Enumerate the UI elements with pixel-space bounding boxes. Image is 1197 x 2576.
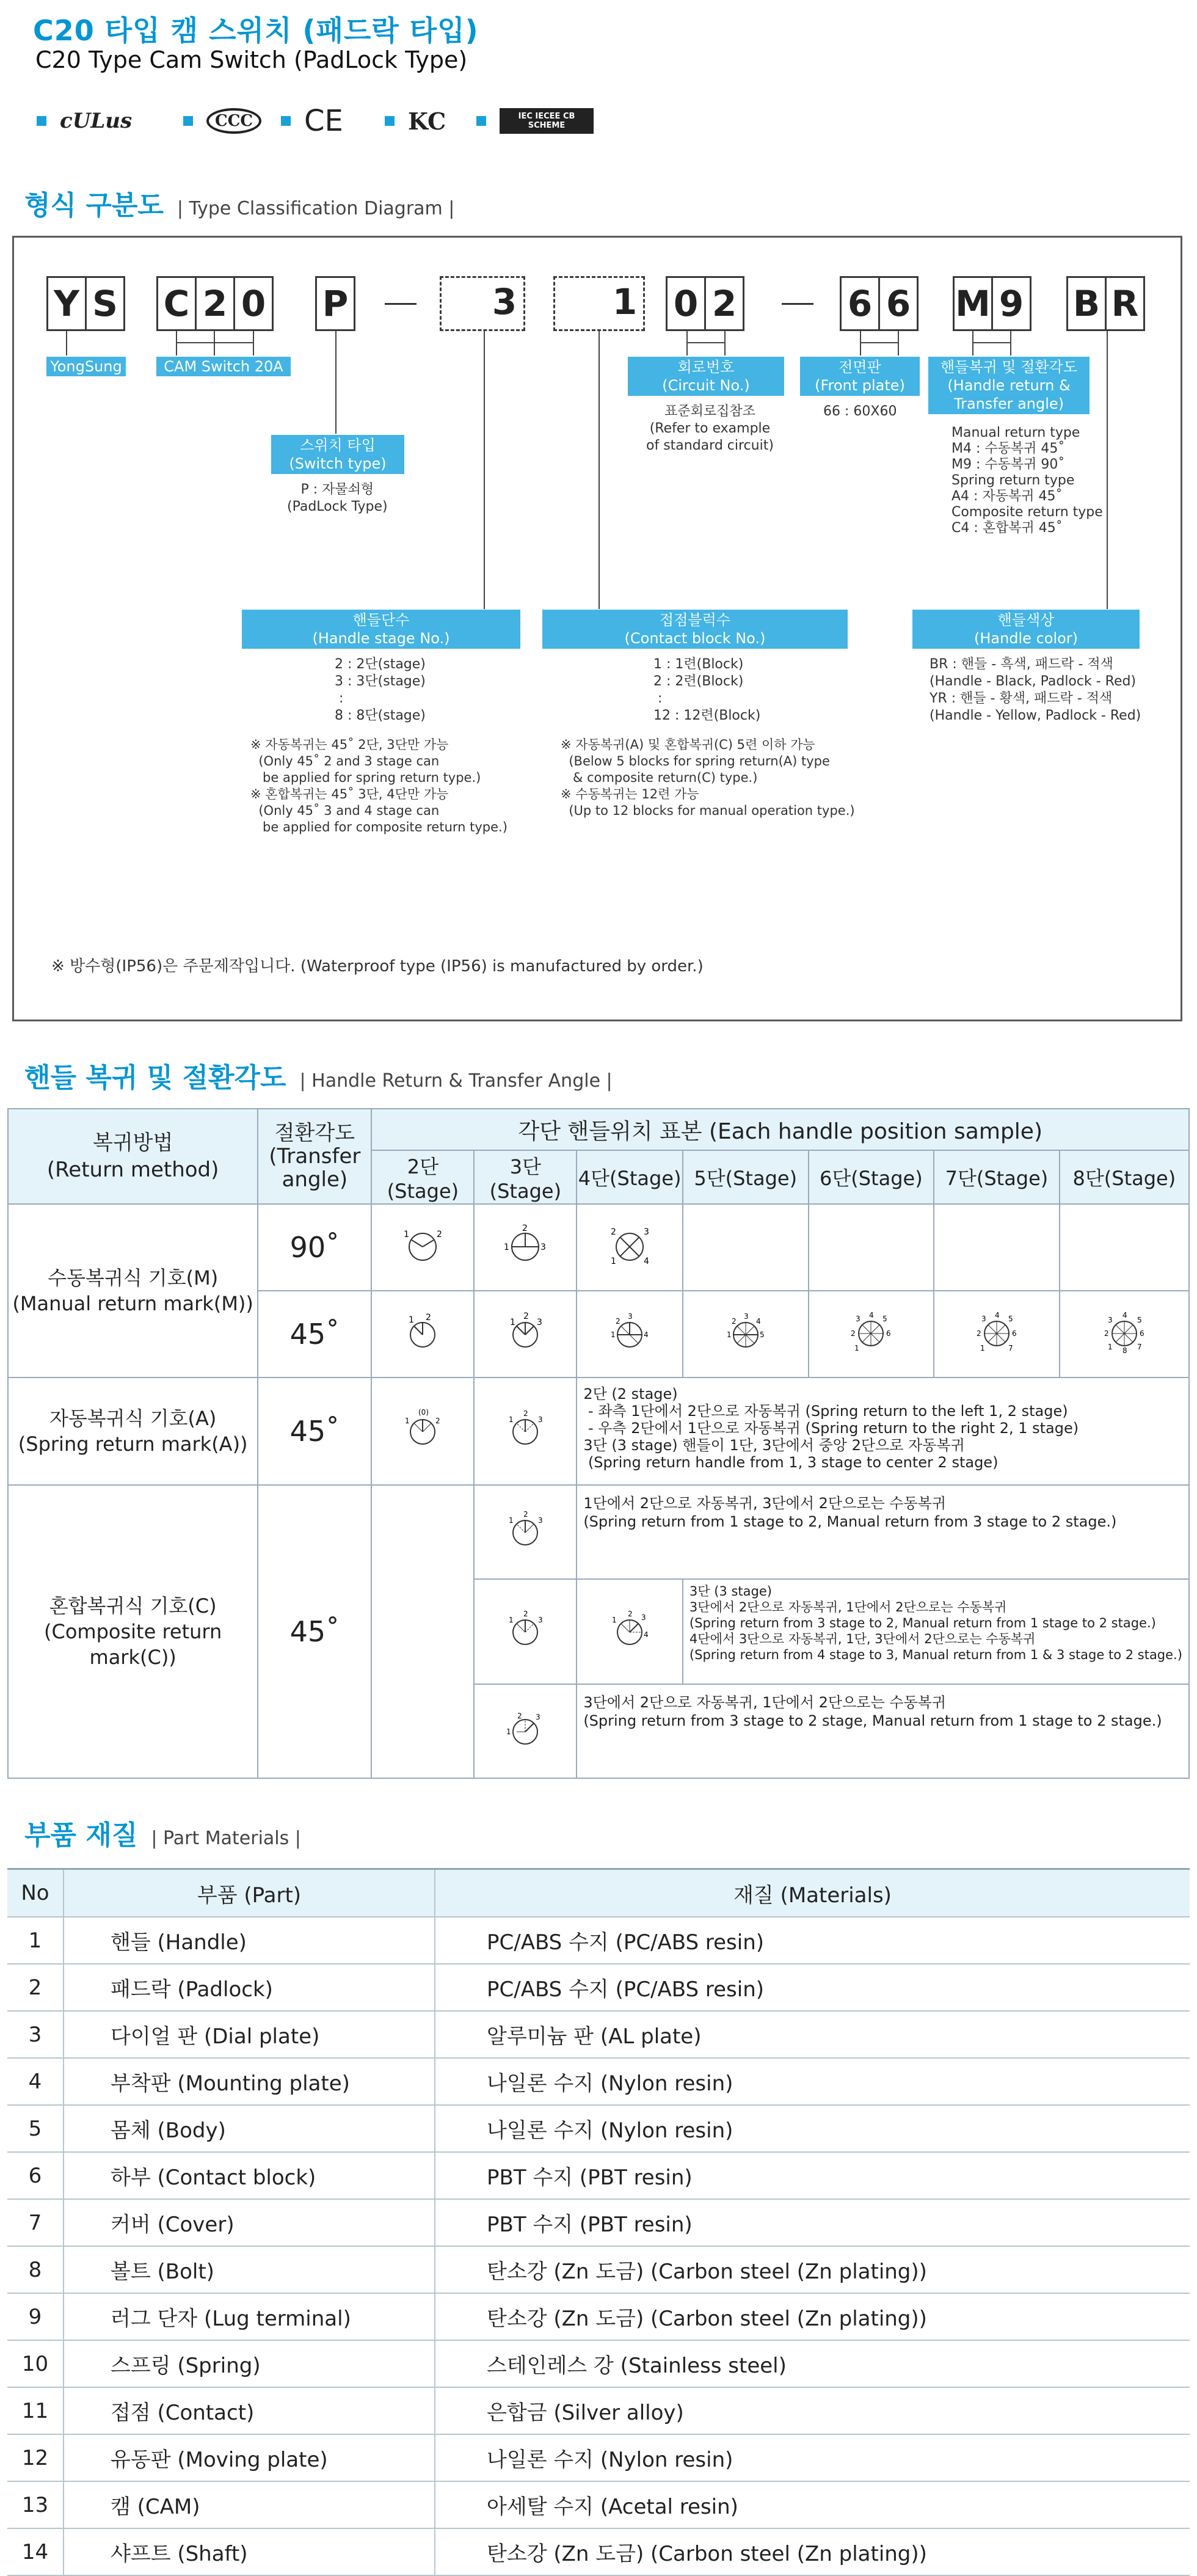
label-contact-block: 접점블럭수 (Contact block No.) xyxy=(542,610,848,649)
svg-text:7: 7 xyxy=(1008,1343,1013,1352)
cert-ul xyxy=(37,103,132,139)
table-row xyxy=(7,1917,1190,1964)
composite-return-label: 혼합복귀식 기호(C) (Composite return mark(C)) xyxy=(8,1485,258,1778)
row-material: 알루미늄 판 (AL plate) xyxy=(435,2011,1190,2058)
dial-icon xyxy=(504,1608,547,1651)
svg-text:1: 1 xyxy=(506,1727,511,1736)
code-char: 2 xyxy=(195,276,235,331)
connector-line xyxy=(484,331,485,609)
svg-text:6: 6 xyxy=(886,1329,891,1338)
svg-text:7: 7 xyxy=(1137,1342,1142,1351)
row-material: 탄소강 (Zn 도금) (Carbon steel (Zn plating)) xyxy=(435,2528,1190,2575)
svg-text:1: 1 xyxy=(509,1615,514,1624)
dial-cell xyxy=(474,1204,577,1291)
dial-icon xyxy=(724,1310,767,1353)
row-no: 12 xyxy=(7,2434,64,2481)
col-part: 부품 (Part) xyxy=(64,1869,435,1917)
table-row xyxy=(7,2340,1190,2387)
code-char: 2 xyxy=(704,276,744,331)
row-material: 아세탈 수지 (Acetal resin) xyxy=(435,2481,1190,2528)
row-material: 나일론 수지 (Nylon resin) xyxy=(435,2058,1190,2105)
dial-cell xyxy=(371,1204,474,1291)
page-title-en: C20 Type Cam Switch (PadLock Type) xyxy=(35,46,468,73)
col-materials: 재질 (Materials) xyxy=(435,1869,1190,1917)
svg-text:2: 2 xyxy=(523,1311,529,1321)
col-stage: 4단(Stage) xyxy=(577,1150,683,1204)
svg-text:3: 3 xyxy=(628,1312,633,1321)
code-char: Y xyxy=(46,276,87,331)
empty-cell xyxy=(683,1204,809,1291)
row-part: 유동판 (Moving plate) xyxy=(64,2434,435,2481)
svg-text:6: 6 xyxy=(1139,1329,1144,1338)
row-material: 나일론 수지 (Nylon resin) xyxy=(435,2434,1190,2481)
svg-text:2: 2 xyxy=(851,1329,856,1338)
dial-cell xyxy=(577,1204,683,1291)
cert-iec xyxy=(476,103,594,139)
svg-text:1: 1 xyxy=(611,1256,617,1266)
row-part: 커버 (Cover) xyxy=(64,2199,435,2246)
svg-text:1: 1 xyxy=(405,1416,410,1425)
row-material: 은합금 (Silver alloy) xyxy=(435,2387,1190,2434)
row-no: 1 xyxy=(7,1917,64,1964)
row-part: 몸체 (Body) xyxy=(64,2105,435,2152)
svg-text:2: 2 xyxy=(426,1312,432,1323)
dial-cell xyxy=(934,1291,1060,1377)
empty-cell xyxy=(809,1204,934,1291)
svg-text:2: 2 xyxy=(523,1509,528,1519)
cert-ce xyxy=(281,103,343,139)
code-separator xyxy=(782,303,813,305)
svg-text:1: 1 xyxy=(409,1315,415,1325)
cert-kc-logo: KC xyxy=(408,107,446,135)
row-material: PC/ABS 수지 (PC/ABS resin) xyxy=(435,1917,1190,1964)
connector-line xyxy=(972,342,1010,343)
composite-desc-cell xyxy=(683,1579,1189,1684)
cert-ce-logo: CE xyxy=(304,104,343,138)
angle-45: 45˚ xyxy=(258,1291,371,1377)
connector-line xyxy=(1010,331,1011,356)
handle-return-heading: 핸들 복귀 및 절환각도 | Handle Return & Transfer Angle | xyxy=(24,1062,613,1093)
waterproof-note: ※ 방수형(IP56)은 주문제작입니다. (Waterproof type (IP56) is manufactured by order.) xyxy=(51,957,704,976)
row-material: 탄소강 (Zn 도금) (Carbon steel (Zn plating)) xyxy=(435,2293,1190,2340)
code-separator xyxy=(385,303,417,305)
label-cam-switch: CAM Switch 20A xyxy=(156,357,291,376)
composite-desc-cell xyxy=(577,1485,1189,1579)
svg-text:2: 2 xyxy=(976,1329,981,1338)
table-row xyxy=(7,2152,1190,2199)
row-no: 7 xyxy=(7,2199,64,2246)
dial-cell xyxy=(1060,1291,1189,1377)
col-return-method: 복귀방법 (Return method) xyxy=(8,1109,258,1204)
svg-text:3: 3 xyxy=(641,1613,646,1622)
bullet-icon xyxy=(183,116,193,126)
label-switch-type: 스위치 타입 (Switch type) xyxy=(271,435,404,474)
svg-text:3: 3 xyxy=(537,1317,543,1327)
col-stage: 7단(Stage) xyxy=(934,1150,1060,1204)
svg-text:3: 3 xyxy=(981,1314,986,1323)
handle-color-desc: BR : 핸들 - 흑색, 패드락 - 적색 (Handle - Black, Padlock - Red) YR : 핸들 - 황색, 패드락 - 적색 (Handle - Yellow, Padlock - Red) xyxy=(930,657,1141,723)
dial-cell xyxy=(577,1291,683,1377)
code-char: C xyxy=(156,276,197,331)
row-no: 3 xyxy=(7,2011,64,2058)
contact-block-note: ※ 자동복귀(A) 및 혼합복귀(C) 5련 이하 가능 (Below 5 blocks for spring return(A) type & composite return(C) type.) ※ 수동복귀는 12련 가능 (Up to 12 blocks for manual operation type.) xyxy=(561,737,855,818)
row-part: 볼트 (Bolt) xyxy=(64,2246,435,2293)
dial-icon xyxy=(504,1508,547,1551)
svg-text:1: 1 xyxy=(980,1343,985,1352)
connector-line xyxy=(253,331,254,356)
row-material: PC/ABS 수지 (PC/ABS resin) xyxy=(435,1964,1190,2011)
svg-text:1: 1 xyxy=(504,1242,510,1252)
connector-line xyxy=(176,331,177,356)
row-material: 탄소강 (Zn 도금) (Carbon steel (Zn plating)) xyxy=(435,2246,1190,2293)
circuit-desc: 표준회로집참조 (Refer to example of standard circuit) xyxy=(646,404,774,453)
code-char: P xyxy=(315,276,355,331)
type-diagram-heading: 형식 구분도 | Type Classification Diagram | xyxy=(24,190,455,221)
cert-ccc xyxy=(183,103,261,139)
code-char: 0 xyxy=(666,276,706,331)
svg-text:5: 5 xyxy=(882,1314,887,1323)
connector-line xyxy=(598,331,600,609)
cert-iec-logo: IEC IECEE CB SCHEME xyxy=(500,108,594,134)
connector-line xyxy=(898,331,899,356)
dial-icon xyxy=(608,1310,651,1353)
dial-icon xyxy=(401,1407,444,1450)
svg-text:1: 1 xyxy=(611,1330,616,1339)
dial-icon xyxy=(608,1608,651,1651)
svg-text:5: 5 xyxy=(759,1330,765,1339)
row-material: 나일론 수지 (Nylon resin) xyxy=(435,2105,1190,2152)
svg-text:3: 3 xyxy=(743,1312,749,1321)
svg-text:3: 3 xyxy=(644,1227,650,1237)
connector-line xyxy=(214,331,215,356)
connector-line xyxy=(686,342,724,343)
label-handle-return: 핸들복귀 및 절환각도 (Handle return & Transfer angle) xyxy=(928,357,1090,414)
svg-text:2: 2 xyxy=(435,1416,441,1425)
code-char: 0 xyxy=(233,276,274,331)
col-stage: 8단(Stage) xyxy=(1060,1150,1189,1204)
handle-return-desc: Manual return type M4 : 수동복귀 45˚ M9 : 수동복귀 90˚ Spring return type A4 : 자동복귀 45˚ Composite return type C4 : 혼합복귀 45˚ xyxy=(951,425,1103,536)
row-no: 2 xyxy=(7,1964,64,2011)
label-handle-stage: 핸들단수 (Handle stage No.) xyxy=(242,610,520,649)
table-row xyxy=(7,2387,1190,2434)
code-char: 3 xyxy=(492,281,517,323)
table-row xyxy=(7,1964,1190,2011)
connector-line xyxy=(176,342,253,343)
row-no: 4 xyxy=(7,2058,64,2105)
svg-text:3: 3 xyxy=(1107,1315,1113,1324)
table-row xyxy=(7,2528,1190,2575)
svg-text:3: 3 xyxy=(538,1415,543,1424)
table-row xyxy=(7,2434,1190,2481)
code-char: 6 xyxy=(840,276,880,331)
dial-cell xyxy=(809,1291,934,1377)
svg-text:2: 2 xyxy=(1104,1329,1109,1338)
row-material: PBT 수지 (PBT resin) xyxy=(435,2152,1190,2199)
dial-icon xyxy=(850,1310,892,1353)
cert-ul-logo: cULus xyxy=(60,109,133,133)
svg-text:4: 4 xyxy=(994,1310,1000,1319)
bullet-icon xyxy=(385,116,395,126)
empty-cell xyxy=(934,1204,1060,1291)
front-plate-desc: 66 : 60X60 xyxy=(823,404,897,419)
svg-text:2: 2 xyxy=(523,1409,528,1418)
empty-cell xyxy=(371,1485,474,1778)
label-handle-color: 핸들색상 (Handle color) xyxy=(912,610,1140,649)
dial-cell xyxy=(474,1579,577,1684)
dial-cell xyxy=(474,1291,577,1377)
svg-text:3: 3 xyxy=(538,1516,543,1525)
composite-desc-2: 3단 (3 stage) 3단에서 2단으로 자동복귀, 1단에서 2단으로는 수동복귀 (Spring return from 3 stage to 2, Manual return from 1 stage to 2 stage.) 4단에서 3단으로 자동복귀, 1단, 3단에서 2단으로는 수동복귀 (Spring return from 4 stage to 3, Manual return from 1 & 3 stage to 2 stage.) xyxy=(689,1584,1182,1662)
code-char: R xyxy=(1105,276,1145,331)
angle-45: 45˚ xyxy=(258,1485,371,1778)
table-row xyxy=(7,2105,1190,2152)
col-stage: 6단(Stage) xyxy=(809,1150,934,1204)
col-no: No xyxy=(7,1869,64,1917)
svg-text:5: 5 xyxy=(1137,1315,1142,1324)
spring-return-desc: 2단 (2 stage) - 좌측 1단에서 2단으로 자동복귀 (Spring return to the left 1, 2 stage) - 우측 2단에서 1단으로 자동복귀 (Spring return to the right 2, 1 stage) 3단 (3 stage) 핸들이 1단, 3단에서 중앙 2단으로 자동복귀 (Spring return handle from 1, 3 stage to center 2 stage) xyxy=(583,1385,1079,1471)
label-yongsung: YongSung xyxy=(46,357,126,376)
svg-text:4: 4 xyxy=(644,1330,649,1339)
svg-text:3: 3 xyxy=(540,1242,547,1252)
empty-cell xyxy=(1060,1204,1189,1291)
dial-cell xyxy=(474,1377,577,1485)
composite-desc-cell xyxy=(577,1684,1189,1778)
code-char: 9 xyxy=(991,276,1031,331)
svg-text:2: 2 xyxy=(522,1223,528,1233)
dial-icon xyxy=(401,1224,444,1266)
svg-text:2: 2 xyxy=(437,1229,443,1239)
svg-text:4: 4 xyxy=(644,1256,650,1266)
dial-icon xyxy=(504,1707,547,1750)
svg-text:3: 3 xyxy=(856,1314,860,1323)
connector-line xyxy=(860,342,898,343)
svg-text:1: 1 xyxy=(612,1615,617,1624)
cert-kc xyxy=(385,103,446,139)
bullet-icon xyxy=(37,116,46,126)
svg-text:1: 1 xyxy=(509,1415,514,1424)
svg-text:(0): (0) xyxy=(418,1407,429,1417)
svg-text:1: 1 xyxy=(510,1317,516,1327)
dial-cell xyxy=(371,1377,474,1485)
row-no: 9 xyxy=(7,2293,64,2340)
code-char: 1 xyxy=(612,281,638,323)
dial-cell xyxy=(371,1291,474,1377)
svg-text:2: 2 xyxy=(616,1316,620,1326)
col-transfer-angle: 절환각도 (Transfer angle) xyxy=(258,1109,371,1204)
row-material: 스테인레스 강 (Stainless steel) xyxy=(435,2340,1190,2387)
connector-line xyxy=(972,331,973,356)
svg-text:1: 1 xyxy=(1107,1342,1113,1351)
connector-line xyxy=(1107,331,1108,609)
table-row xyxy=(7,2058,1190,2105)
dial-icon xyxy=(504,1224,547,1266)
composite-desc-1: 1단에서 2단으로 자동복귀, 3단에서 2단으로는 수동복귀 (Spring return from 1 stage to 2, Manual return from 3 stage to 2 stage.) xyxy=(583,1495,1117,1530)
row-part: 핸들 (Handle) xyxy=(64,1917,435,1964)
table-row xyxy=(7,2246,1190,2293)
row-no: 6 xyxy=(7,2152,64,2199)
manual-return-label: 수동복귀식 기호(M) (Manual return mark(M)) xyxy=(8,1204,258,1377)
row-material: PBT 수지 (PBT resin) xyxy=(435,2199,1190,2246)
contact-block-desc: 1 : 1련(Block) 2 : 2련(Block) : 12 : 12련(Block) xyxy=(653,657,761,723)
row-no: 5 xyxy=(7,2105,64,2152)
svg-text:3: 3 xyxy=(538,1615,543,1624)
code-char: S xyxy=(85,276,125,331)
connector-line xyxy=(686,331,688,356)
cert-ccc-logo: CCC xyxy=(206,108,261,134)
spring-return-desc-cell xyxy=(577,1377,1189,1485)
dial-icon xyxy=(401,1310,444,1353)
dial-icon xyxy=(504,1310,547,1353)
connector-line xyxy=(724,331,726,356)
svg-text:2: 2 xyxy=(523,1609,528,1618)
row-part: 다이얼 판 (Dial plate) xyxy=(64,2011,435,2058)
svg-text:1: 1 xyxy=(404,1229,410,1239)
row-part: 부착판 (Mounting plate) xyxy=(64,2058,435,2105)
spring-return-label: 자동복귀식 기호(A) (Spring return mark(A)) xyxy=(8,1377,258,1485)
table-row xyxy=(7,2481,1190,2528)
row-no: 13 xyxy=(7,2481,64,2528)
svg-text:1: 1 xyxy=(726,1330,732,1339)
svg-text:1: 1 xyxy=(854,1343,859,1352)
row-no: 14 xyxy=(7,2528,64,2575)
row-part: 샤프트 (Shaft) xyxy=(64,2528,435,2575)
page-title-ko: C20 타입 캠 스위치 (패드락 타입) xyxy=(33,14,479,47)
col-stage: 5단(Stage) xyxy=(683,1150,809,1204)
handle-return-table xyxy=(7,1108,1190,1779)
svg-text:2: 2 xyxy=(628,1609,633,1618)
table-row xyxy=(7,2011,1190,2058)
dial-cell xyxy=(474,1485,577,1579)
label-front-plate: 전면판 (Front plate) xyxy=(800,357,920,396)
composite-desc-3: 3단에서 2단으로 자동복귀, 1단에서 2단으로는 수동복귀 (Spring return from 3 stage to 2 stage, Manual return from 1 stage to 2 stage.) xyxy=(583,1694,1162,1729)
dial-icon xyxy=(504,1407,547,1450)
table-row xyxy=(7,2293,1190,2340)
row-part: 러그 단자 (Lug terminal) xyxy=(64,2293,435,2340)
row-no: 8 xyxy=(7,2246,64,2293)
dial-cell xyxy=(577,1579,683,1684)
switch-type-desc: P : 자물쇠형 (PadLock Type) xyxy=(287,482,388,514)
angle-45: 45˚ xyxy=(258,1377,371,1485)
col-stage: 3단(Stage) xyxy=(474,1150,577,1204)
connector-line xyxy=(66,331,67,356)
dial-icon xyxy=(975,1310,1018,1353)
dial-icon xyxy=(1103,1310,1146,1353)
svg-text:2: 2 xyxy=(517,1711,522,1720)
row-part: 패드락 (Padlock) xyxy=(64,1964,435,2011)
col-sample: 각단 핸들위치 표본 (Each handle position sample) xyxy=(371,1109,1189,1150)
handle-stage-desc: 2 : 2단(stage) 3 : 3단(stage) : 8 : 8단(stage) xyxy=(335,657,426,723)
svg-text:6: 6 xyxy=(1011,1329,1017,1338)
row-part: 스프링 (Spring) xyxy=(64,2340,435,2387)
code-char: M xyxy=(953,276,993,331)
bullet-icon xyxy=(476,116,486,126)
row-part: 하부 (Contact block) xyxy=(64,2152,435,2199)
code-char: 6 xyxy=(878,276,919,331)
svg-text:4: 4 xyxy=(644,1630,649,1639)
dial-icon xyxy=(608,1224,651,1266)
svg-text:2: 2 xyxy=(731,1316,737,1326)
row-part: 캠 (CAM) xyxy=(64,2481,435,2528)
svg-text:4: 4 xyxy=(755,1316,761,1326)
svg-text:1: 1 xyxy=(509,1516,514,1525)
svg-text:8: 8 xyxy=(1122,1346,1127,1353)
svg-text:5: 5 xyxy=(1008,1314,1013,1323)
row-no: 10 xyxy=(7,2340,64,2387)
bullet-icon xyxy=(281,116,291,126)
col-stage: 2단(Stage) xyxy=(371,1150,474,1204)
code-char: B xyxy=(1066,276,1107,331)
dial-cell xyxy=(683,1291,809,1377)
angle-90: 90˚ xyxy=(258,1204,371,1291)
handle-stage-note: ※ 자동복귀는 45˚ 2단, 3단만 가능 (Only 45˚ 2 and 3 stage can be applied for spring return type.) ※ 혼합복귀는 45˚ 3단, 4단만 가능 (Only 45˚ 3 and 4 stage can be applied for composite return type.) xyxy=(250,737,508,834)
table-row xyxy=(7,2199,1190,2246)
row-part: 접점 (Contact) xyxy=(64,2387,435,2434)
connector-line xyxy=(335,331,337,434)
connector-line xyxy=(860,331,861,356)
row-no: 11 xyxy=(7,2387,64,2434)
dial-cell xyxy=(474,1684,577,1778)
svg-text:4: 4 xyxy=(869,1310,874,1319)
materials-body xyxy=(7,1917,1190,2575)
label-circuit-no: 회로번호 (Circuit No.) xyxy=(628,357,784,396)
svg-text:4: 4 xyxy=(1122,1310,1127,1319)
svg-text:2: 2 xyxy=(611,1227,617,1237)
materials-table xyxy=(7,1868,1190,2576)
svg-text:3: 3 xyxy=(536,1712,540,1721)
materials-heading: 부품 재질 | Part Materials | xyxy=(24,1820,301,1851)
